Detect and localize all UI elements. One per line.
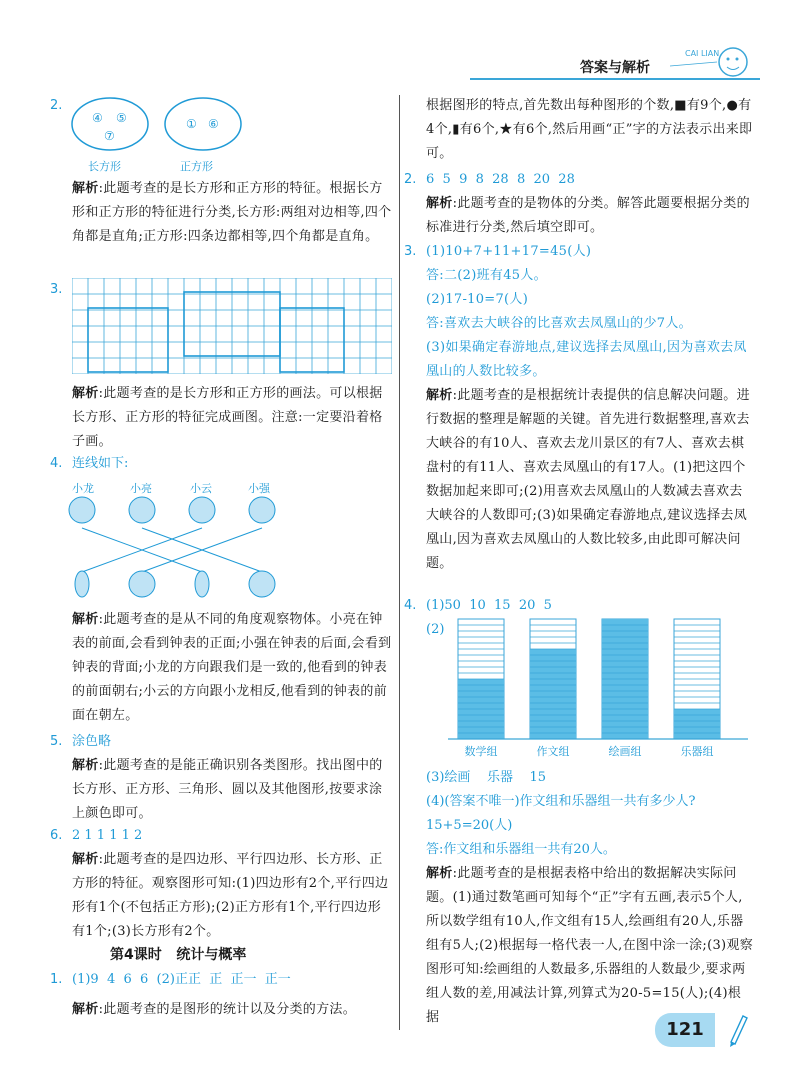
r-q4-line4: (4)(答案不唯一)作文组和乐器组一共有多少人? [426,794,696,809]
logo-text: CAI LIAN [685,49,720,58]
answer-line: (1)10+7+11+17=45(人) [426,244,592,259]
q4-analysis [72,608,392,728]
analysis-label: 解析 [72,1002,99,1017]
analysis-text: :此题考查的是长方形和正方形的画法。可以根据长方形、正方形的特征完成画图。注意:一定要沿着格子画。 [72,386,383,449]
analysis-text: :此题考查的是图形的统计以及分类的方法。 [98,1002,356,1017]
q1-continuation: 根据图形的特点,首先数出每种图形的个数,■有9个,●有4个,▮有6个,★有6个,然后用画“正”字的方法表示出来即可。 [426,98,753,161]
r-q4-line3: (3)绘画 乐器 15 [426,770,547,785]
analysis-label: 解析 [72,612,99,627]
rectangle-label: 长方形 [88,160,121,173]
person-name: 小云 [190,482,212,495]
q4-number: 4. [50,456,63,471]
r-q4-part2: (2) [426,622,445,637]
q6-answer: 2 1 1 1 1 2 [72,828,143,843]
q1-answer: (1)9 4 6 6 (2)正正 正 正一 正一 [72,972,291,987]
analysis-label: 解析 [72,758,99,773]
q3-analysis [72,382,392,454]
bar-chart [440,612,760,772]
analysis-text: :此题考查的是四边形、平行四边形、长方形、正方形的特征。观察图形可知:(1)四边形有2个,平行四边形有1个(不包括正方形);(2)正方形有1个,平行四边形有1个;(3)长方形有2个。 [72,852,389,939]
r-q4-line5: 15+5=20(人) [426,818,513,833]
answer-line: 答:喜欢去大峡谷的比喜欢去凤凰山的少7人。 [426,316,692,331]
drawn-rectangle [88,308,168,372]
ellipse1-item: ⑦ [104,129,115,143]
q6-number: 6. [50,828,63,843]
analysis-label: 解析 [72,181,99,196]
column-divider [399,95,400,1030]
analysis-text: :此题考查的是物体的分类。解答此题要根据分类的标准进行分类,然后填空即可。 [426,196,750,235]
analysis-text: :此题考查的是根据表格中给出的数据解决实际问题。(1)通过数笔画可知每个“正”字有五画,表示5个人,所以数学组有10人,作文组有15人,绘画组有20人,乐器组有5人;(2)根据每一格代表一人,在图中涂一涂;(3)观察图形可知:绘画组的人数最多,乐器组的人数最少,要求两组人数的差,用减法计算,列算式为20-5=15(人);(4)根据 [426,866,753,1025]
answer-line: (3)如果确定春游地点,建议选择去凤凰山,因为喜欢去凤凰山的人数比较多。 [426,340,747,379]
analysis-text: :此题考查的是根据统计表提供的信息解决问题。进行数据的整理是解题的关键。首先进行数据整理,喜欢去大峡谷的有10人、喜欢去龙川景区的有7人、喜欢去棋盘村的有11人、喜欢去凤凰山的有17人。(1)把这四个数据加起来即可;(2)用喜欢去凤凰山的人数减去喜欢去大峡谷的人数即可;(3)如果确定春游地点,建议选择去凤凰山,因为喜欢去凤凰山的人数比较多,由此即可解决问题。 [426,388,750,571]
boy-head-icon [69,497,95,523]
analysis-label: 解析 [72,852,99,867]
r-q3-number: 3. [404,244,417,259]
square-ellipse [165,98,241,150]
ellipse1-item: ④ [92,111,103,125]
analysis-label: 解析 [426,196,453,211]
r-q3-analysis [426,384,754,576]
x-tick-label: 绘画组 [608,745,642,758]
q1-number: 1. [50,972,63,987]
q2-number: 2. [50,98,63,113]
ellipse2-item: ⑥ [208,117,219,131]
square-label: 正方形 [180,160,213,173]
r-q4-line6: 答:作文组和乐器组一共有20人。 [426,842,616,857]
x-tick-label: 乐器组 [680,745,714,758]
page-number: 121 [655,1013,715,1047]
r-q4-line1: (1)50 10 15 20 5 [426,598,552,613]
q6-analysis [72,848,392,944]
grid-drawing [72,278,392,374]
girl-head-icon [189,497,215,523]
bar [530,649,576,739]
x-tick-label: 数学组 [464,745,498,758]
answer-line: (2)17-10=7(人) [426,292,529,307]
analysis-text: :此题考查的是长方形和正方形的特征。根据长方形和正方形的特征进行分类,长方形:两组对边相等,四个角都是直角;正方形:四条边都相等,四个角都是直角。 [72,181,392,244]
boy-head-icon [129,497,155,523]
analysis-label: 解析 [426,388,453,403]
r-q2-answer: 6 5 9 8 28 8 20 28 [426,172,575,187]
answer-line: 答:二(2)班有45人。 [426,268,547,283]
clock-icon [195,571,209,597]
q4-title: 连线如下: [72,456,129,471]
logo-icon [665,40,755,85]
q5-answer: 涂色略 [72,734,112,749]
r-q2-number: 2. [404,172,417,187]
r-q2-analysis [426,192,754,240]
ellipse1-item: ⑤ [116,111,127,125]
pencil-icon [725,1012,749,1048]
bar [674,709,720,739]
analysis-label: 解析 [72,386,99,401]
ellipse2-item: ① [186,117,197,131]
analysis-text: :此题考查的是能正确识别各类图形。找出图中的长方形、正方形、三角形、圆以及其他图形,按要求涂上颜色即可。 [72,758,383,821]
q5-analysis [72,754,392,826]
q3-number: 3. [50,282,63,297]
person-name: 小亮 [130,482,152,495]
q1-analysis [72,998,392,1022]
clock-icon [75,571,89,597]
q2-analysis [72,177,392,249]
q5-number: 5. [50,734,63,749]
observation-figure [62,494,302,604]
header-title: 答案与解析 [580,60,650,76]
analysis-text: :此题考查的是从不同的角度观察物体。小亮在钟表的前面,会看到钟表的正面;小强在钟表的后面,会看到钟表的背面;小龙的方向跟我们是一致的,他看到的钟表的前面朝右;小云的方向跟小龙相反,他看到的钟表的前面在朝左。 [72,612,392,723]
analysis-label: 解析 [426,866,453,881]
person-name: 小龙 [72,482,94,495]
boy-head-icon [249,497,275,523]
r-q3-answers [426,240,754,384]
r-q4-number: 4. [404,598,417,613]
clock-icon [129,571,155,597]
person-name: 小强 [248,482,270,495]
r-q4-analysis [426,862,754,1030]
lesson-title: 第4课时 统计与概率 [110,947,247,963]
x-tick-label: 作文组 [536,745,570,758]
clock-icon [249,571,275,597]
